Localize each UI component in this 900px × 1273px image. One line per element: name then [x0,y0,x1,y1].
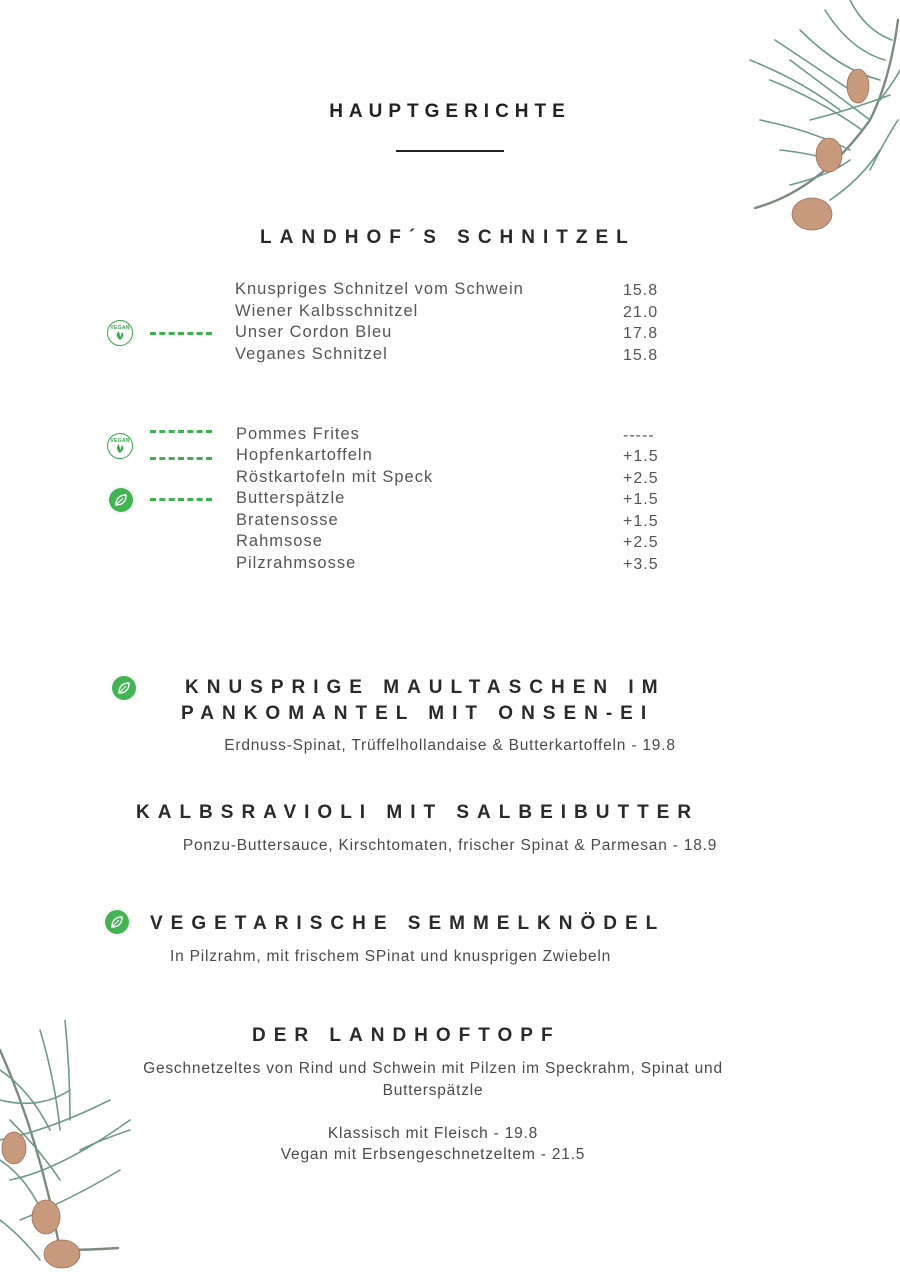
page-title: HAUPTGERICHTE [329,101,571,122]
dish-description: Butterspätzle [382,1082,484,1099]
side-item-name: Bratensosse [236,511,339,529]
menu-item-name: Wiener Kalbsschnitzel [235,302,419,320]
side-item-name: Hopfenkartoffeln [236,446,373,464]
menu-item-name: Unser Cordon Bleu [235,323,393,341]
section-title-schnitzel: LANDHOF´S SCHNITZEL [260,227,636,248]
menu-item-price: 21.0 [623,304,659,321]
vegan-badge-icon: VEGAN [107,433,133,459]
side-item-price: +1.5 [623,448,659,465]
dashed-connector [150,332,212,335]
dish-title-line: KNUSPRIGE MAULTASCHEN IM [185,677,666,698]
side-item-name: Pilzrahmsosse [236,554,357,572]
menu-item-name: Veganes Schnitzel [235,345,388,363]
leaf-icon [107,486,135,514]
menu-item-price: 15.8 [623,282,659,299]
dashed-connector [150,457,212,460]
menu-item-price: 17.8 [623,325,659,342]
dish-description: Geschnetzeltes von Rind und Schwein mit Pilzen im Speckrahm, Spinat und [143,1060,723,1077]
side-item-price: +1.5 [623,491,659,508]
side-item-price: +2.5 [623,534,659,551]
dish-option: Klassisch mit Fleisch - 19.8 [327,1125,539,1142]
dish-title: KALBSRAVIOLI MIT SALBEIBUTTER [136,802,700,823]
dashed-connector [150,430,212,433]
dashed-connector [150,498,212,501]
dish-title: DER LANDHOFTOPF [252,1025,561,1046]
side-item-name: Butterspätzle [236,489,346,507]
menu-item-name: Knuspriges Schnitzel vom Schwein [235,280,524,298]
side-item-price: +1.5 [623,513,659,530]
leaf-icon [110,674,138,702]
side-item-price: +3.5 [623,556,659,573]
side-item-price: ----- [623,427,655,444]
dish-description: In Pilzrahm, mit frischem SPinat und knusprigen Zwiebeln [170,948,612,965]
side-item-name: Pommes Frites [236,425,360,443]
dish-option: Vegan mit Erbsengeschnetzeltem - 21.5 [280,1146,586,1163]
side-item-price: +2.5 [623,470,659,487]
title-divider [396,150,504,152]
dish-title: VEGETARISCHE SEMMELKNÖDEL [150,913,666,934]
dish-title-line: PANKOMANTEL MIT ONSEN-EI [181,703,655,724]
leaf-icon [103,908,131,936]
vegan-badge-icon: VEGAN [107,320,133,346]
menu-item-price: 15.8 [623,347,659,364]
dish-description: Erdnuss-Spinat, Trüffelhollandaise & Butterkartoffeln - 19.8 [224,737,676,754]
side-item-name: Rahmsose [236,532,323,550]
dish-description: Ponzu-Buttersauce, Kirschtomaten, frischer Spinat & Parmesan - 18.9 [182,837,718,854]
side-item-name: Röstkartofeln mit Speck [236,468,434,486]
